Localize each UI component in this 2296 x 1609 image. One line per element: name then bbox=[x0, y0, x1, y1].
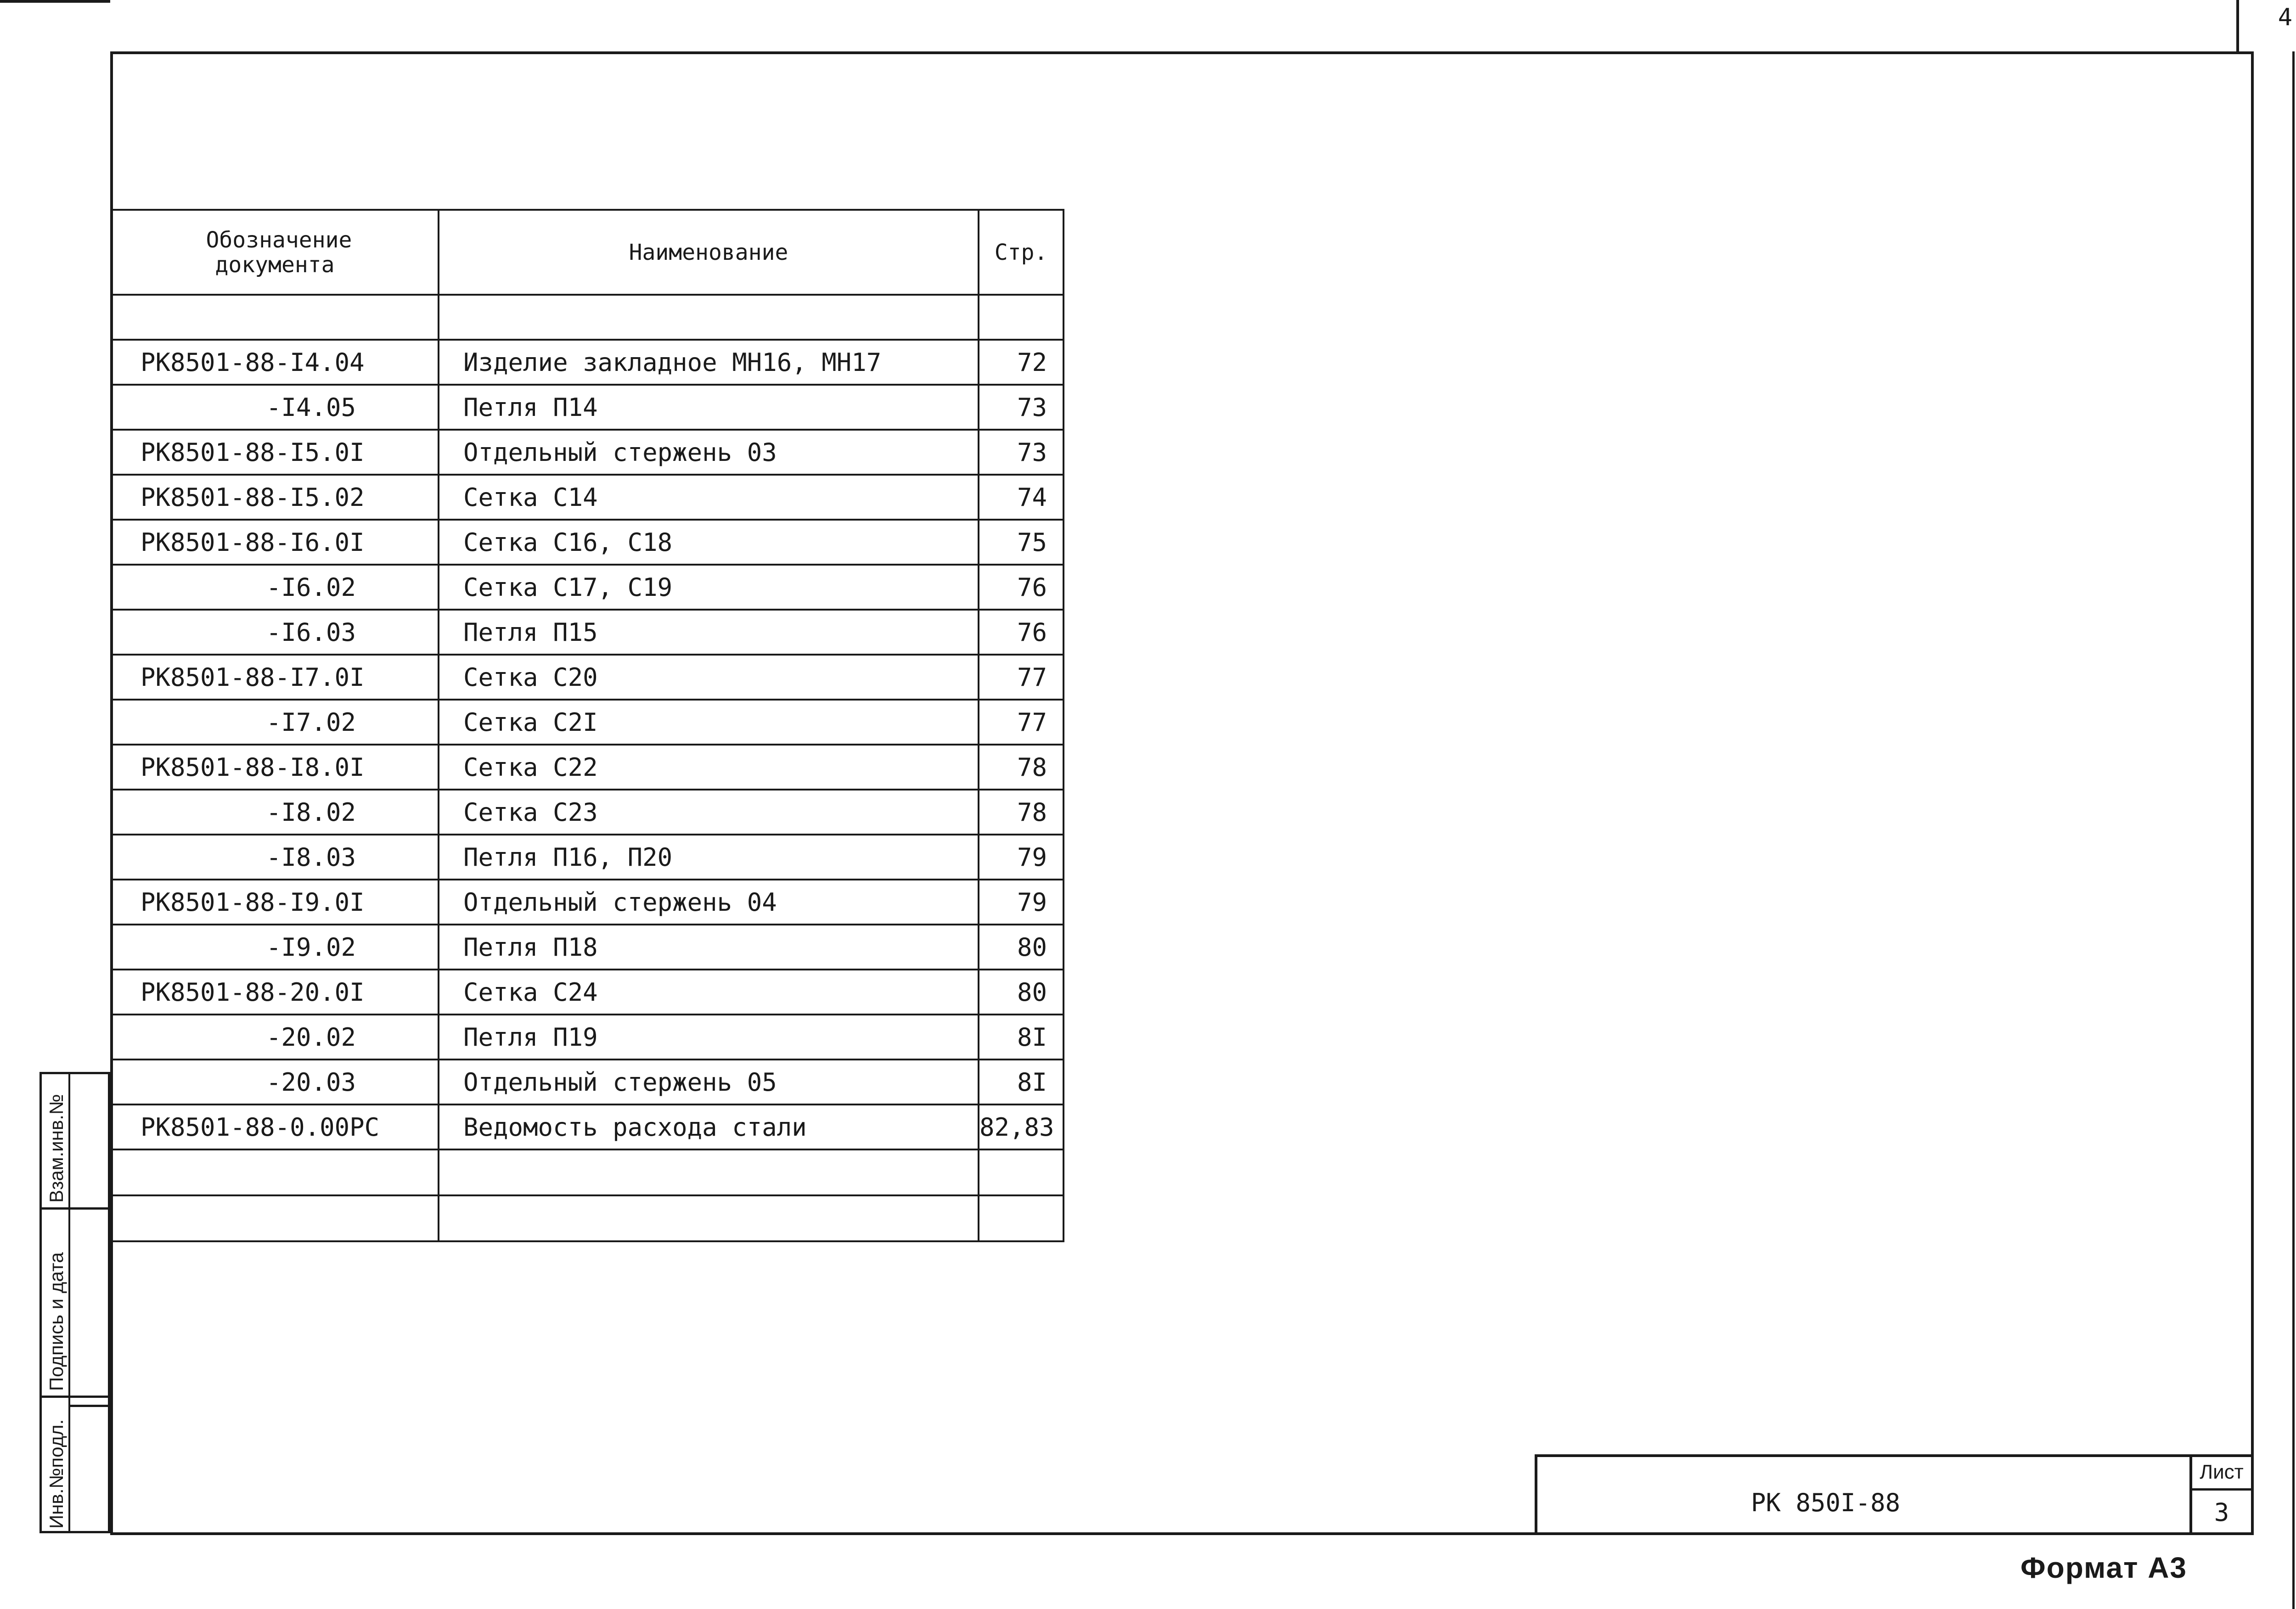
row-name: Сетка С22 bbox=[439, 745, 979, 790]
table-empty-row bbox=[111, 1195, 1064, 1241]
row-name: Петля П19 bbox=[439, 1015, 979, 1060]
row-designation: РК8501-88-0.00РС bbox=[111, 1104, 439, 1149]
table-row bbox=[111, 1104, 1064, 1149]
row-name: Петля П16, П20 bbox=[439, 835, 979, 880]
row-page: 76 bbox=[979, 565, 1064, 610]
table-empty-row bbox=[111, 1149, 1064, 1195]
table-row bbox=[111, 565, 1064, 610]
row-name: Сетка С16, С18 bbox=[439, 520, 979, 565]
row-name: Сетка С24 bbox=[439, 970, 979, 1015]
table-spacer-row bbox=[111, 295, 1064, 340]
sheet-label: Лист bbox=[2192, 1457, 2251, 1491]
table-row bbox=[111, 1015, 1064, 1060]
row-page: 76 bbox=[979, 610, 1064, 655]
top-edge-line bbox=[0, 0, 110, 3]
row-designation: РК8501-88-20.0I bbox=[111, 970, 439, 1015]
format-label: Формат А3 bbox=[2020, 1551, 2187, 1584]
row-name: Сетка С23 bbox=[439, 790, 979, 835]
row-page: 73 bbox=[979, 385, 1064, 430]
row-name: Петля П18 bbox=[439, 925, 979, 970]
right-edge-line bbox=[2292, 51, 2295, 1609]
row-name: Сетка С2I bbox=[439, 700, 979, 745]
row-page: 74 bbox=[979, 475, 1064, 520]
stamp-replace-inv: Взам.инв.№ bbox=[45, 1094, 67, 1203]
row-designation: РК8501-88-I5.02 bbox=[111, 475, 439, 520]
table-row bbox=[111, 925, 1064, 970]
row-name: Сетка С17, С19 bbox=[439, 565, 979, 610]
row-name: Отдельный стержень 04 bbox=[439, 880, 979, 925]
table-row bbox=[111, 835, 1064, 880]
stamp-inv-orig: Инв.№подл. bbox=[45, 1419, 67, 1529]
table-row bbox=[111, 745, 1064, 790]
row-page: 75 bbox=[979, 520, 1064, 565]
row-designation: -I8.02 bbox=[111, 790, 439, 835]
table-row bbox=[111, 700, 1064, 745]
table-row bbox=[111, 520, 1064, 565]
table-body bbox=[111, 340, 1064, 1149]
row-designation: -I4.05 bbox=[111, 385, 439, 430]
row-designation: РК8501-88-I5.0I bbox=[111, 430, 439, 475]
sheet-number: 3 bbox=[2214, 1498, 2229, 1527]
table-row bbox=[111, 1060, 1064, 1104]
table-row bbox=[111, 880, 1064, 925]
sheet-box bbox=[2189, 1457, 2251, 1535]
row-page: 78 bbox=[979, 790, 1064, 835]
row-page: 8I bbox=[979, 1015, 1064, 1060]
row-page: 82,83 bbox=[979, 1104, 1064, 1149]
row-name: Отдельный стержень 05 bbox=[439, 1060, 979, 1104]
header-page: Стр. bbox=[979, 210, 1064, 295]
stamp-separator bbox=[70, 1405, 110, 1407]
row-page: 78 bbox=[979, 745, 1064, 790]
row-designation: -20.02 bbox=[111, 1015, 439, 1060]
row-name: Петля П15 bbox=[439, 610, 979, 655]
table-row bbox=[111, 655, 1064, 700]
table-row bbox=[111, 340, 1064, 385]
row-designation: -I8.03 bbox=[111, 835, 439, 880]
row-designation: РК8501-88-I6.0I bbox=[111, 520, 439, 565]
title-block bbox=[1535, 1454, 2254, 1535]
row-name: Сетка С20 bbox=[439, 655, 979, 700]
table-row bbox=[111, 610, 1064, 655]
table-row bbox=[111, 790, 1064, 835]
row-name: Отдельный стержень 03 bbox=[439, 430, 979, 475]
row-name: Сетка С14 bbox=[439, 475, 979, 520]
stamp-separator bbox=[42, 1207, 110, 1210]
row-page: 8I bbox=[979, 1060, 1064, 1104]
row-page: 77 bbox=[979, 655, 1064, 700]
table-header-row bbox=[111, 210, 1064, 295]
row-page: 72 bbox=[979, 340, 1064, 385]
row-designation: РК8501-88-I7.0I bbox=[111, 655, 439, 700]
row-designation: -I6.02 bbox=[111, 565, 439, 610]
row-designation: РК8501-88-I8.0I bbox=[111, 745, 439, 790]
header-name: Наименование bbox=[439, 210, 979, 295]
row-page: 77 bbox=[979, 700, 1064, 745]
title-block-code: РК 850I-88 bbox=[1751, 1488, 1901, 1517]
row-designation: -I6.03 bbox=[111, 610, 439, 655]
row-page: 80 bbox=[979, 970, 1064, 1015]
row-page: 73 bbox=[979, 430, 1064, 475]
table-row bbox=[111, 385, 1064, 430]
table-row bbox=[111, 430, 1064, 475]
stamp-sign-date: Подпись и дата bbox=[45, 1252, 67, 1391]
row-page: 79 bbox=[979, 835, 1064, 880]
row-designation: -I7.02 bbox=[111, 700, 439, 745]
row-designation: -20.03 bbox=[111, 1060, 439, 1104]
table-row bbox=[111, 970, 1064, 1015]
row-name: Ведомость расхода стали bbox=[439, 1104, 979, 1149]
stamp-separator bbox=[42, 1396, 110, 1398]
row-name: Изделие закладное МН16, МН17 bbox=[439, 340, 979, 385]
row-designation: РК8501-88-I9.0I bbox=[111, 880, 439, 925]
row-page: 80 bbox=[979, 925, 1064, 970]
header-designation: Обозначение документа bbox=[111, 210, 439, 295]
table-row bbox=[111, 475, 1064, 520]
page-corner-number: 4 bbox=[2278, 4, 2292, 31]
document-list-table bbox=[110, 209, 1063, 1216]
row-page: 79 bbox=[979, 880, 1064, 925]
row-designation: -I9.02 bbox=[111, 925, 439, 970]
row-name: Петля П14 bbox=[439, 385, 979, 430]
page-corner-box bbox=[2236, 0, 2296, 51]
contents-table bbox=[110, 209, 1064, 1242]
row-designation: РК8501-88-I4.04 bbox=[111, 340, 439, 385]
side-stamp bbox=[39, 1072, 110, 1533]
